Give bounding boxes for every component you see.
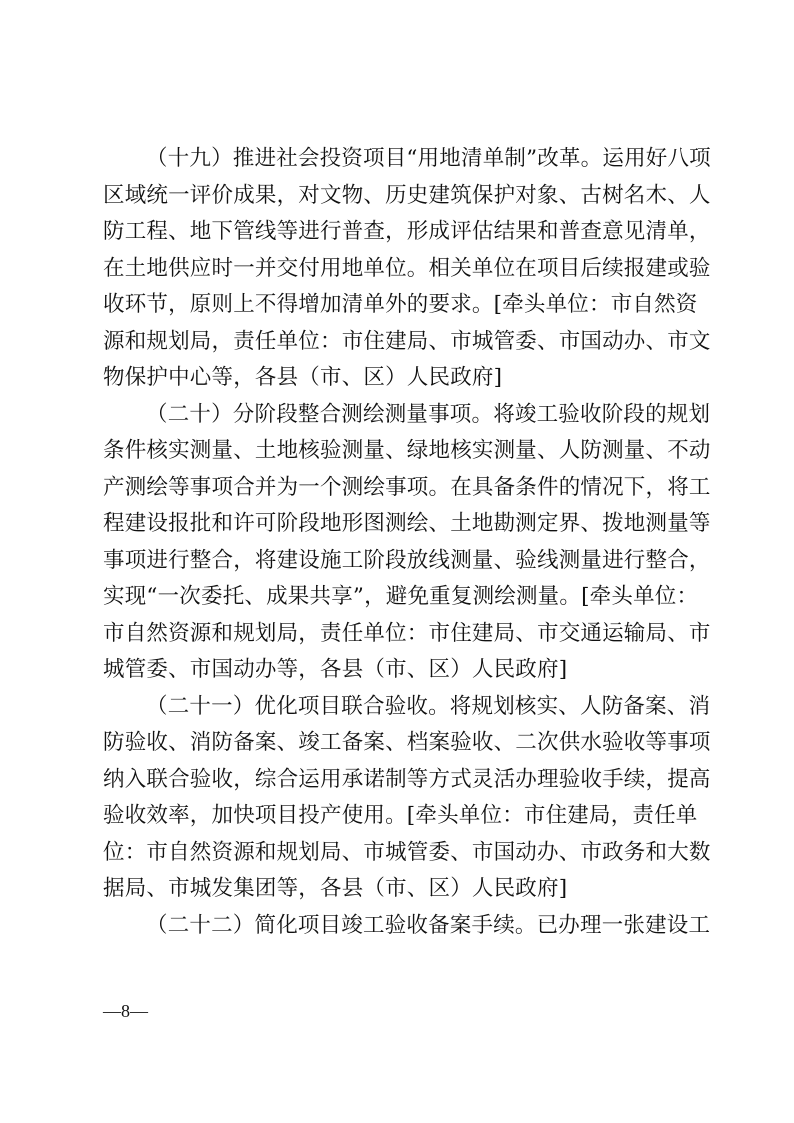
text-line: 位：市自然资源和规划局、市城管委、市国动办、市政务和大数 bbox=[103, 839, 711, 865]
text-line: 区域统一评价成果，对文物、历史建筑保护对象、古树名木、人 bbox=[103, 182, 711, 208]
text-line: 物保护中心等，各县（市、区）人民政府] bbox=[103, 365, 503, 390]
text-line: 收环节，原则上不得增加清单外的要求。[牵头单位：市自然资 bbox=[103, 292, 698, 317]
text-line: 程建设报批和许可阶段地形图测绘、土地勘测定界、拨地测量等 bbox=[103, 511, 711, 536]
text-line: 源和规划局，责任单位：市住建局、市城管委、市国动办、市文 bbox=[103, 328, 711, 354]
text-line: 产测绘等事项合并为一个测绘事项。在具备条件的情况下，将工 bbox=[103, 474, 711, 500]
text-line: 据局、市城发集团等，各县（市、区）人民政府] bbox=[103, 876, 568, 901]
text-line: 事项进行整合，将建设施工阶段放线测量、验线测量进行整合， bbox=[103, 547, 711, 573]
text-line: （二十）分阶段整合测绘测量事项。将竣工验收阶段的规划 bbox=[146, 401, 711, 427]
text-line: 市自然资源和规划局，责任单位：市住建局、市交通运输局、市 bbox=[103, 620, 711, 646]
text-line: 防工程、地下管线等进行普查，形成评估结果和普查意见清单， bbox=[103, 219, 711, 244]
text-line: 纳入联合验收，综合运用承诺制等方式灵活办理验收手续，提高 bbox=[103, 766, 711, 792]
paragraph-22 bbox=[103, 908, 711, 945]
text-line: （二十一）优化项目联合验收。将规划核实、人防备案、消 bbox=[146, 693, 711, 719]
paragraph-21 bbox=[103, 689, 711, 908]
text-line: 验收效率，加快项目投产使用。[牵头单位：市住建局，责任单 bbox=[103, 803, 698, 828]
text-line: 条件核实测量、土地核验测量、绿地核实测量、人防测量、不动 bbox=[103, 438, 711, 463]
document-body bbox=[103, 141, 711, 944]
text-line: 在土地供应时一并交付用地单位。相关单位在项目后续报建或验 bbox=[103, 255, 711, 281]
text-line: 实现“一次委托、成果共享”，避免重复测绘测量。[牵头单位： bbox=[103, 584, 699, 609]
page-number: —8— bbox=[103, 1001, 148, 1021]
text-line: （十九）推进社会投资项目“用地清单制”改革。运用好八项 bbox=[146, 146, 711, 171]
text-line: 防验收、消防备案、竣工备案、档案验收、二次供水验收等事项 bbox=[103, 730, 711, 755]
text-line: 城管委、市国动办等，各县（市、区）人民政府] bbox=[103, 657, 568, 682]
text-line: （二十二）简化项目竣工验收备案手续。已办理一张建设工 bbox=[146, 912, 711, 938]
paragraph-19 bbox=[103, 141, 711, 397]
paragraph-20 bbox=[103, 397, 711, 689]
